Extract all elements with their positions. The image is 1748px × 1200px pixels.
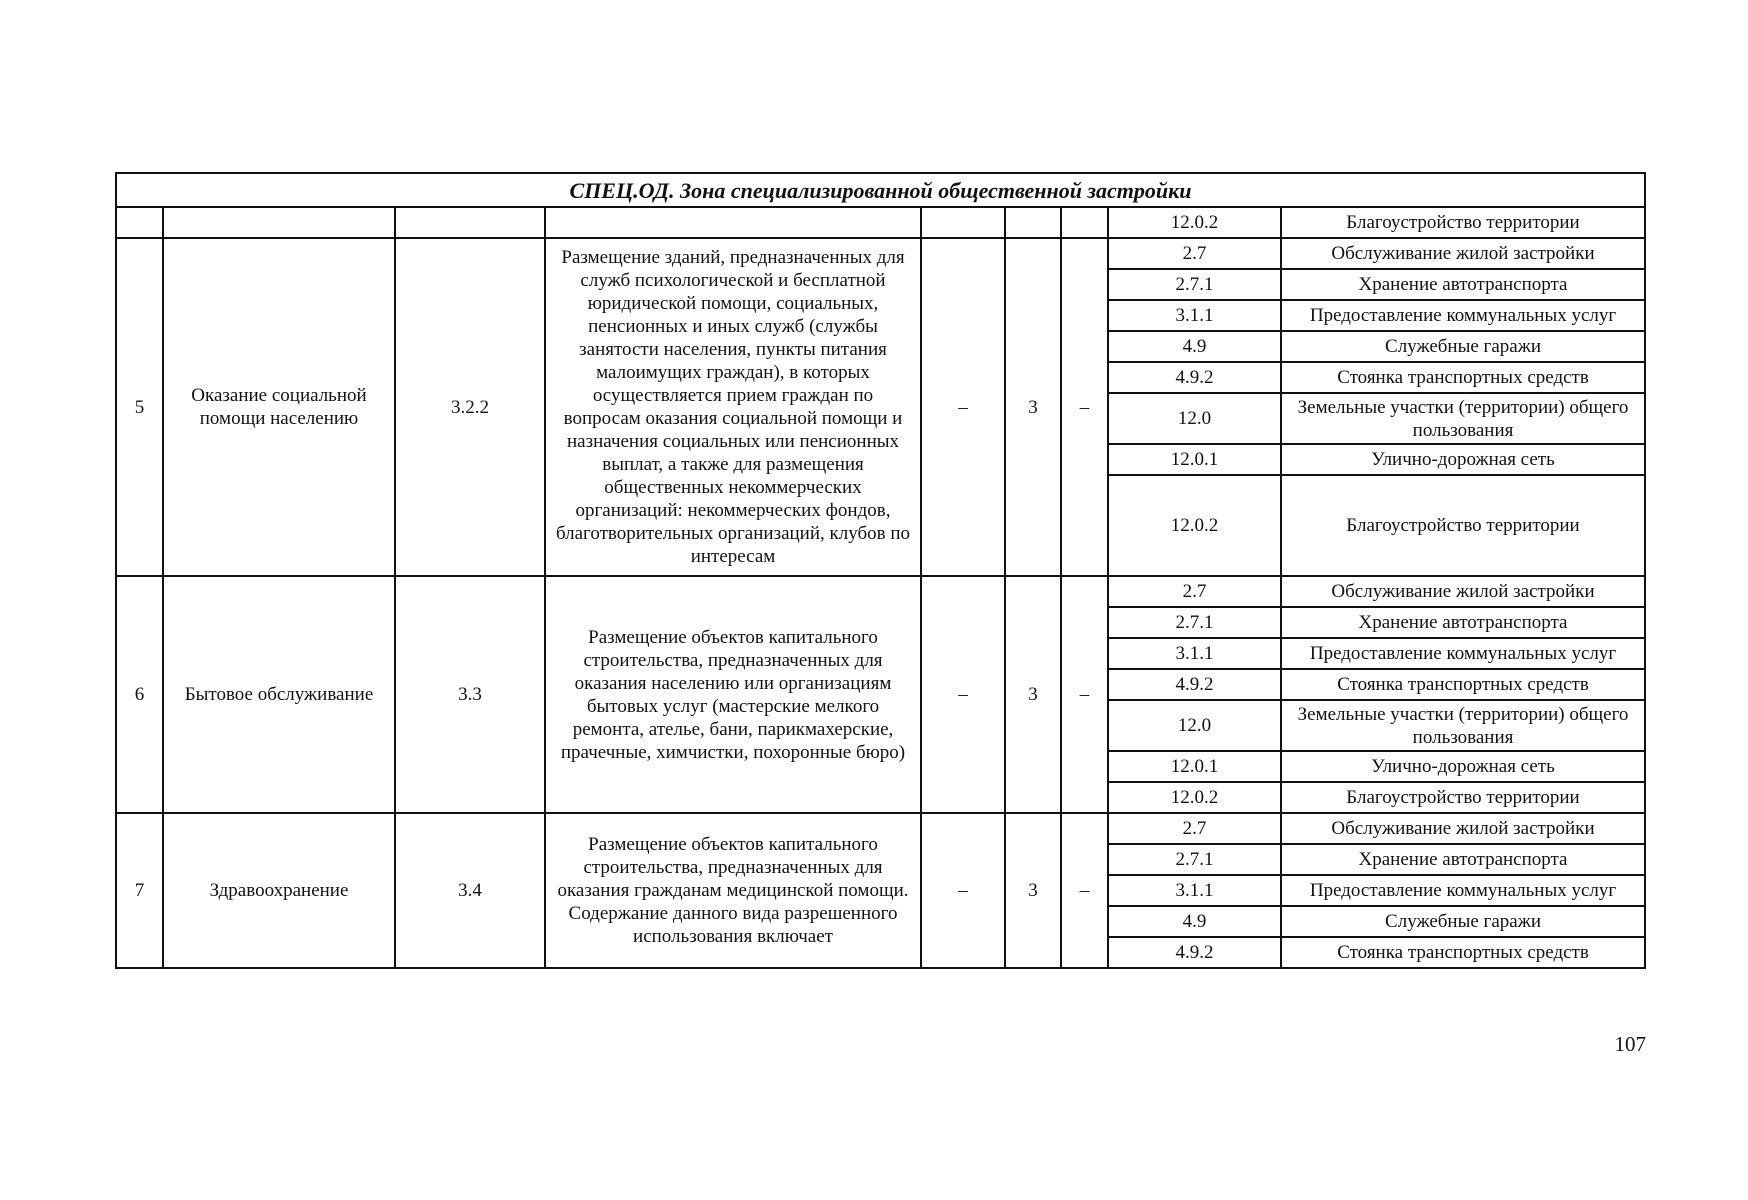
sub-code: 2.7 <box>1108 238 1281 269</box>
sub-name: Обслуживание жилой застройки <box>1281 238 1645 269</box>
sub-name: Хранение автотранспорта <box>1281 844 1645 875</box>
use-description: Размещение объектов капитального строительства, предназначенных для оказания населению или организациям бытовых услуг (мастерские мелкого ремонта, ателье, бани, парикмахерские, прачечные, химчистки, похоронные бюро) <box>545 576 921 813</box>
sub-code: 12.0.2 <box>1108 782 1281 813</box>
table-title-row <box>116 173 1645 207</box>
sub-name: Предоставление коммунальных услуг <box>1281 300 1645 331</box>
sub-code: 2.7.1 <box>1108 844 1281 875</box>
sub-name: Улично-дорожная сеть <box>1281 444 1645 475</box>
table-row <box>116 813 1645 844</box>
table-row <box>116 576 1645 607</box>
sub-name: Хранение автотранспорта <box>1281 607 1645 638</box>
row-number: 7 <box>116 813 163 968</box>
param-cell: 3 <box>1005 238 1061 576</box>
row-number: 6 <box>116 576 163 813</box>
use-name: Оказание социальной помощи населению <box>163 238 395 576</box>
sub-code: 2.7 <box>1108 576 1281 607</box>
use-code: 3.4 <box>395 813 545 968</box>
sub-name: Стоянка транспортных средств <box>1281 669 1645 700</box>
sub-code: 2.7.1 <box>1108 607 1281 638</box>
sub-name: Служебные гаражи <box>1281 906 1645 937</box>
use-description: Размещение зданий, предназначенных для служб психологической и бесплатной юридической помощи, социальных, пенсионных и иных служб (службы занятости населения, пункты питания малоимущих граждан), в которых осуществляется прием граждан по вопросам оказания социальной помощи и назначения социальных или пенсионных выплат, а также для размещения общественных некоммерческих организаций: некоммерческих фондов, благотворительных организаций, клубов по интересам <box>545 238 921 576</box>
empty-cell <box>163 207 395 238</box>
param-cell: 3 <box>1005 576 1061 813</box>
sub-code: 12.0.2 <box>1108 475 1281 576</box>
sub-name: Хранение автотранспорта <box>1281 269 1645 300</box>
sub-name: Земельные участки (территории) общего пользования <box>1281 700 1645 751</box>
param-cell: – <box>921 576 1005 813</box>
sub-code: 4.9.2 <box>1108 937 1281 968</box>
param-cell: – <box>1061 238 1108 576</box>
use-code: 3.3 <box>395 576 545 813</box>
empty-cell <box>1061 207 1108 238</box>
empty-cell <box>545 207 921 238</box>
empty-cell <box>921 207 1005 238</box>
sub-code: 4.9 <box>1108 906 1281 937</box>
empty-cell <box>116 207 163 238</box>
sub-name: Благоустройство территории <box>1281 207 1645 238</box>
sub-code: 4.9.2 <box>1108 362 1281 393</box>
sub-name: Обслуживание жилой застройки <box>1281 813 1645 844</box>
param-cell: – <box>921 238 1005 576</box>
empty-cell <box>395 207 545 238</box>
use-code: 3.2.2 <box>395 238 545 576</box>
sub-name: Улично-дорожная сеть <box>1281 751 1645 782</box>
sub-name: Обслуживание жилой застройки <box>1281 576 1645 607</box>
sub-code: 3.1.1 <box>1108 875 1281 906</box>
sub-code: 4.9.2 <box>1108 669 1281 700</box>
param-cell: 3 <box>1005 813 1061 968</box>
sub-code: 2.7.1 <box>1108 269 1281 300</box>
sub-name: Стоянка транспортных средств <box>1281 937 1645 968</box>
table-title: СПЕЦ.ОД. Зона специализированной общественной застройки <box>116 173 1645 207</box>
sub-name: Земельные участки (территории) общего пользования <box>1281 393 1645 444</box>
empty-cell <box>1005 207 1061 238</box>
sub-name: Предоставление коммунальных услуг <box>1281 875 1645 906</box>
sub-code: 12.0.2 <box>1108 207 1281 238</box>
sub-code: 2.7 <box>1108 813 1281 844</box>
sub-name: Стоянка транспортных средств <box>1281 362 1645 393</box>
sub-name: Предоставление коммунальных услуг <box>1281 638 1645 669</box>
zone-table <box>115 172 1646 969</box>
sub-code: 12.0.1 <box>1108 751 1281 782</box>
table-row <box>116 238 1645 269</box>
page-number: 107 <box>1614 1032 1646 1056</box>
use-description: Размещение объектов капитального строительства, предназначенных для оказания гражданам медицинской помощи. Содержание данного вида разрешенного использования включает <box>545 813 921 968</box>
sub-name: Благоустройство территории <box>1281 782 1645 813</box>
param-cell: – <box>921 813 1005 968</box>
sub-name: Служебные гаражи <box>1281 331 1645 362</box>
use-name: Бытовое обслуживание <box>163 576 395 813</box>
sub-code: 12.0 <box>1108 393 1281 444</box>
param-cell: – <box>1061 813 1108 968</box>
use-name: Здравоохранение <box>163 813 395 968</box>
sub-code: 12.0.1 <box>1108 444 1281 475</box>
sub-code: 3.1.1 <box>1108 300 1281 331</box>
row-number: 5 <box>116 238 163 576</box>
sub-code: 3.1.1 <box>1108 638 1281 669</box>
param-cell: – <box>1061 576 1108 813</box>
sub-code: 4.9 <box>1108 331 1281 362</box>
continuation-row <box>116 207 1645 238</box>
sub-code: 12.0 <box>1108 700 1281 751</box>
sub-name: Благоустройство территории <box>1281 475 1645 576</box>
